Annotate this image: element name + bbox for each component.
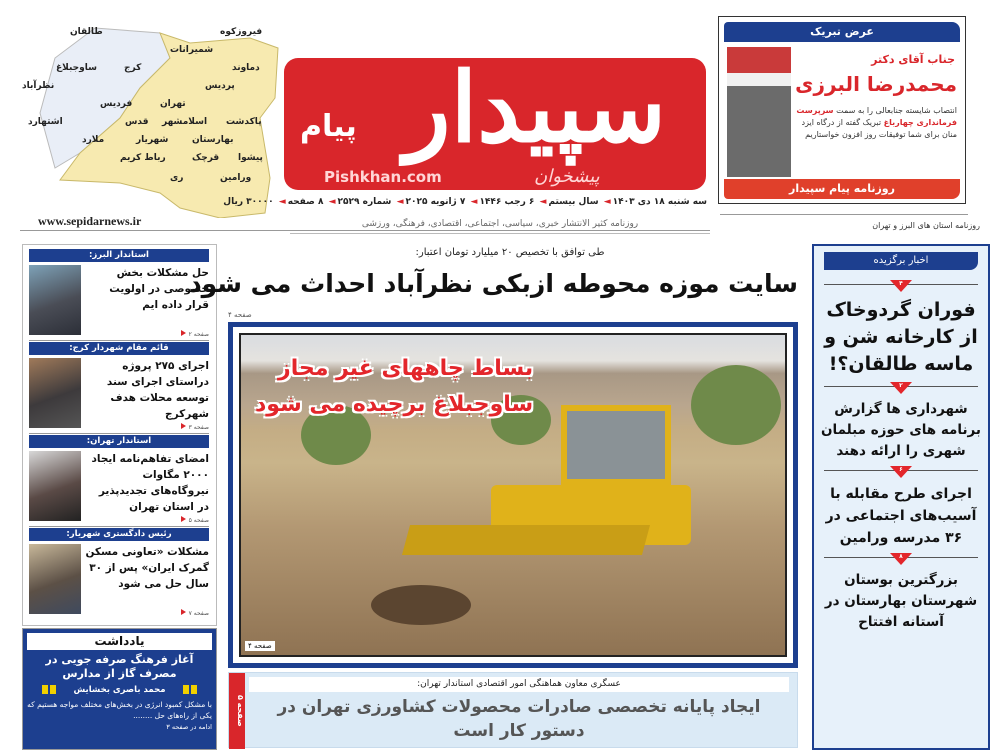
map-label: ساوجبلاغ (56, 63, 97, 73)
featured-divider (824, 280, 978, 287)
website-url[interactable]: www.sepidarnews.ir (38, 214, 142, 228)
story-photo (29, 358, 81, 428)
featured-news-column (812, 244, 990, 750)
story-label: استاندار البرز: (29, 249, 209, 262)
divider (290, 233, 710, 234)
divider (29, 526, 209, 527)
featured-page-number: ۴ (899, 280, 903, 287)
bottom-page-tab[interactable]: صفحه ۵ (229, 673, 245, 749)
story-page-ref[interactable]: صفحه ۲ (181, 330, 209, 339)
quote-mark-icon (42, 685, 48, 694)
left-story[interactable] (29, 435, 209, 528)
backhoe-blade (402, 525, 650, 555)
featured-divider (824, 553, 978, 560)
story-page-ref[interactable]: صفحه ۳ (181, 423, 209, 432)
note-author: محمد باصری بخشایش (73, 685, 166, 695)
story-label: قائم مقام شهردار کرج: (29, 342, 209, 355)
map-label: قدس (125, 117, 149, 127)
map-label: بهارستان (192, 135, 234, 145)
divider (29, 433, 209, 434)
quote-mark-icon (183, 685, 189, 694)
date-weekday: سه شنبه ۱۸ دی ۱۴۰۳ (612, 197, 707, 207)
ad-portrait-photo (727, 47, 791, 177)
map-label: فیروزکوه (220, 27, 263, 37)
featured-page-number: ۸ (899, 553, 903, 560)
newspaper-subtitle: روزنامه کثیر الانتشار خبری، سیاسی، اجتماعی، اقتصادی، فرهنگی، ورزشی (361, 219, 639, 229)
featured-divider (824, 466, 978, 473)
note-author-line (27, 684, 212, 696)
left-story[interactable] (29, 249, 209, 342)
date-hijri: ۶ رجب ۱۴۴۶ (479, 197, 535, 207)
quote-mark-icon (191, 685, 197, 694)
map-label: ورامین (220, 173, 252, 183)
ad-salutation: جناب آقای دکتر (871, 53, 955, 66)
ad-header: عرض تبریک (724, 22, 960, 42)
left-news-column (22, 244, 217, 626)
tree (691, 365, 781, 445)
featured-page-number: ۶ (899, 466, 903, 473)
map-label: شهریار (136, 135, 169, 145)
well-hole (371, 585, 471, 625)
featured-headline[interactable]: فوران گردوخاک از کارخانه شن و ماسه طالقان؟! (824, 299, 978, 375)
divider (720, 214, 968, 215)
story-headline[interactable]: حل مشکلات بخش خصوصی در اولویت قرار داده ایم (109, 267, 209, 311)
map-label: ملارد (82, 135, 105, 145)
photo-headline-line: بساط چاههای غیر مجاز (278, 356, 534, 381)
left-story[interactable] (29, 342, 209, 435)
editorial-note[interactable] (22, 628, 217, 750)
note-headline[interactable]: آغاز فرهنگ صرفه جویی در مصرف گاز از مدارس (45, 653, 194, 680)
lead-photo-frame (228, 322, 798, 668)
map-label: پیشوا (238, 153, 263, 163)
quote-mark-icon (50, 685, 56, 694)
map-label: دماوند (232, 63, 260, 73)
featured-headline[interactable]: بزرگترین بوستان شهرستان بهارستان در آستانه افتتاح (824, 572, 978, 630)
price: ۳۰۰۰۰ ریال (223, 197, 274, 207)
ad-text-highlight: سرپرست فرمانداری چهارباغ (796, 106, 957, 127)
logo-prefix: پیام (300, 109, 357, 144)
note-excerpt: با مشکل کمبود انرژی در بخش‌های مختلف مواجه هستیم که یکی از راه‌های حل ........ (27, 700, 212, 720)
map-label: نظرآباد (22, 81, 55, 91)
backhoe-photo (239, 333, 787, 657)
story-page-ref[interactable]: صفحه ۵ (181, 516, 209, 525)
ad-text (795, 105, 957, 141)
map-label: ری (170, 173, 184, 183)
page-count: ۸ صفحه (287, 197, 324, 207)
newspaper-logo (284, 51, 706, 190)
map-label: اسلامشهر (162, 117, 208, 127)
bottom-kicker: عسگری معاون هماهنگی امور اقتصادی استاندار تهران: (249, 677, 789, 692)
story-photo (29, 265, 81, 335)
map-label: قرچک (192, 153, 220, 163)
bottom-story[interactable] (228, 672, 798, 748)
map-label: کرج (124, 63, 142, 73)
logo-main: سپیدار (404, 51, 666, 164)
featured-title: اخبار برگزیده (824, 252, 978, 270)
bottom-headline[interactable]: ایجاد پایانه تخصصی صادرات محصولات کشاورزی تهران در دستور کار است (277, 697, 761, 741)
map-label: شمیرانات (170, 45, 214, 55)
photo-headline-line: ساوجبلاغ برچیده می شود (255, 392, 534, 417)
map-label: فردیس (100, 99, 133, 109)
lead-page-ref[interactable]: صفحه ۴ (228, 311, 252, 319)
map-label: پردیس (205, 81, 235, 91)
watermark-persian: پیشخوان (534, 166, 600, 187)
story-photo (29, 451, 81, 521)
issue-number: شماره ۲۵۲۹ (337, 197, 392, 207)
featured-page-number: ۲ (899, 382, 903, 389)
ad-footer: روزنامه پیام سپیدار (724, 179, 960, 199)
map-label: پاکدشت (226, 117, 262, 127)
map-label: اشتهارد (28, 117, 63, 127)
note-title: یادداشت (27, 633, 212, 650)
watermark: Pishkhan.com (324, 168, 442, 186)
photo-page-ref[interactable]: صفحه ۴ (245, 641, 275, 651)
story-page-ref[interactable]: صفحه ۷ (181, 609, 209, 618)
photo-headline[interactable] (255, 351, 533, 423)
ad-name: محمدرضا البرزی (795, 72, 957, 96)
featured-divider (824, 382, 978, 389)
divider (20, 230, 710, 231)
story-photo (29, 544, 81, 614)
ad-text-part: انتصاب شایسته جنابعالی را به سمت (833, 106, 957, 115)
map-label: تهران (160, 99, 186, 109)
map-label: رباط کریم (120, 153, 166, 163)
story-headline[interactable]: اجرای ۲۷۵ پروژه دراستای اجرای سند توسعه محلات هدف شهرکرج (106, 360, 209, 420)
note-continue-link[interactable]: ادامه در صفحه ۳ (166, 723, 212, 731)
featured-headline[interactable]: اجرای طرح مقابله با آسیب‌های اجتماعی در ۳۶ مدرسه ورامین (825, 486, 977, 546)
province-map (20, 18, 282, 218)
story-label: استاندار تهران: (29, 435, 209, 448)
story-headline[interactable]: امضای تفاهم‌نامه ایجاد ۲۰۰۰ مگاوات نیروگاه‌های تجدیدپذیر در استان تهران (91, 453, 209, 513)
volume-year: سال بیستم (548, 197, 599, 207)
featured-headline[interactable]: شهرداری ها گزارش برنامه های حوزه مبلمان شهری را ارائه دهند (820, 401, 981, 459)
congratulation-ad (718, 16, 966, 204)
map-label: طالقان (70, 27, 103, 37)
lead-kicker: طی توافق با تخصیص ۲۰ میلیارد تومان اعتبار: (415, 247, 605, 258)
lead-headline[interactable]: سایت موزه محوطه ازبکی نظرآباد احداث می شود (188, 269, 798, 298)
story-headline[interactable]: مشکلات «تعاونی مسکن گمرک ایران» پس از ۳۰ سال حل می شود (85, 546, 209, 590)
region-note: روزنامه استان های البرز و تهران (872, 221, 980, 230)
date-gregorian: ۷ ژانویه ۲۰۲۵ (405, 197, 466, 207)
backhoe-cab (561, 405, 671, 485)
left-story[interactable] (29, 528, 209, 621)
story-label: رئیس دادگستری شهریار: (29, 528, 209, 541)
dateline: سه شنبه ۱۸ دی ۱۴۰۳◄ سال بیستم◄ ۶ رجب ۱۴۴۶◄ ۷ ژانویه ۲۰۲۵◄ شماره ۲۵۲۹◄ ۸ صفحه◄ ۳۰۰۰۰ ریال (223, 197, 707, 207)
ad-text-part: تبریک گفته از درگاه ایزد منان برای شما توفیقات روز افزون خواستاریم (801, 118, 957, 139)
divider (29, 340, 209, 341)
